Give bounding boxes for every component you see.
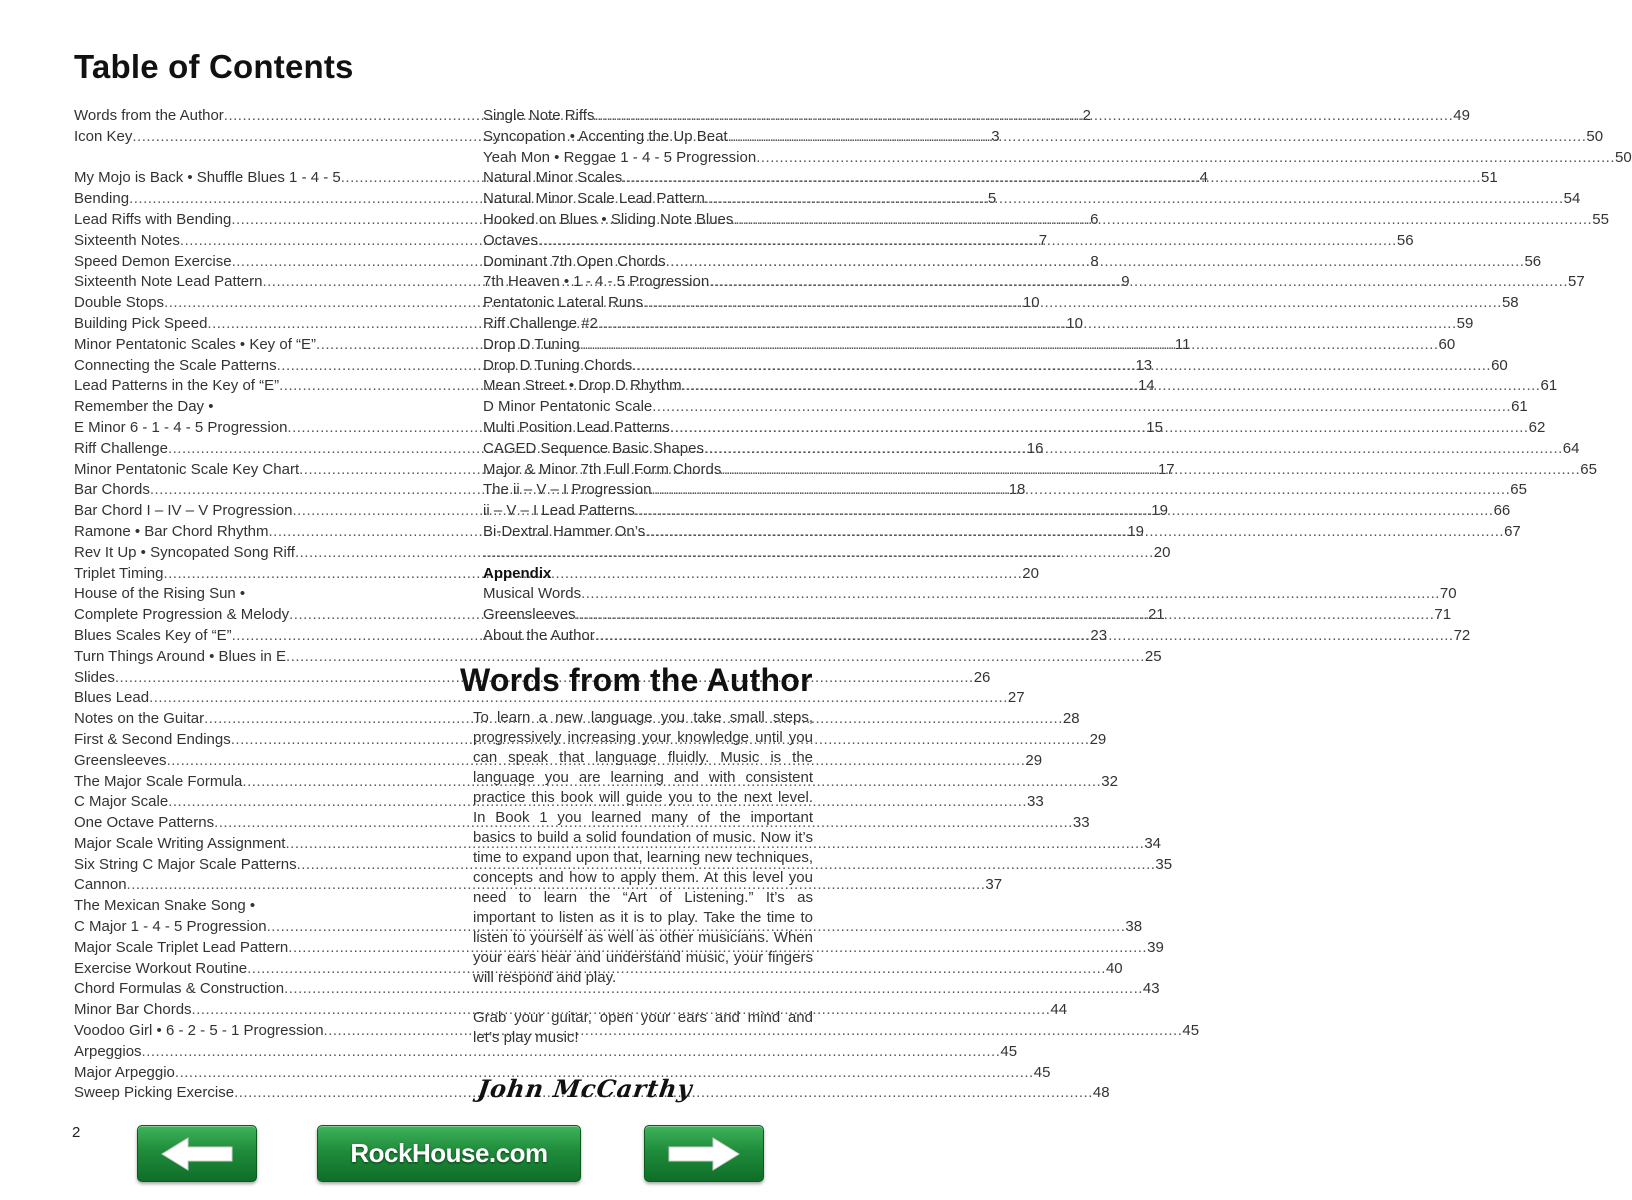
toc-entry[interactable] [74, 855, 1173, 876]
toc-entry[interactable] [74, 1042, 1018, 1063]
toc-entry-title: Complete Progression & Melody [74, 606, 290, 624]
toc-page-number: 45 [1182, 1022, 1200, 1040]
toc-entry-title: ii – V – I Lead Patterns [483, 502, 635, 520]
toc-dot-leader [580, 335, 1439, 356]
rockhouse-link-button[interactable] [317, 1125, 581, 1182]
words-body [473, 708, 813, 1048]
next-page-button[interactable] [644, 1125, 764, 1182]
toc-entry-title: Octaves [483, 231, 539, 249]
toc-dot-leader [705, 189, 1564, 210]
toc-page-number: 27 [1007, 689, 1025, 707]
toc-entry-title: Bar Chord I – IV – V Progression [74, 502, 293, 520]
toc-entry-title: Minor Bar Chords [74, 1001, 192, 1019]
toc-dot-leader [581, 584, 1440, 605]
toc-page-number: 49 [1453, 107, 1470, 124]
page-number: 2 [72, 1124, 81, 1141]
toc-entry-title: Connecting the Scale Patterns [74, 356, 277, 374]
toc-page-number: 40 [1105, 959, 1123, 977]
toc-dot-leader [733, 210, 1592, 231]
toc-page-number: 16 [1026, 439, 1044, 457]
toc-entry-title: One Octave Patterns [74, 814, 215, 832]
toc-entry-title: Hooked on Blues • Sliding Note Blues [483, 210, 734, 228]
toc-dot-leader [538, 231, 1397, 252]
toc-entry[interactable] [483, 210, 1609, 231]
toc-entry-title: Natural Minor Scales [483, 169, 623, 187]
toc-page-number: 25 [1144, 647, 1162, 665]
toc-page-number: 38 [1125, 918, 1143, 936]
toc-entry-title: Musical Words [483, 585, 582, 603]
toc-entry[interactable] [74, 979, 1160, 1000]
toc-entry[interactable] [74, 917, 1143, 938]
toc-page-number: 50 [1586, 127, 1604, 145]
toc-page-number: 10 [1022, 294, 1040, 312]
toc-dot-leader [666, 252, 1525, 273]
words-paragraph: Grab your guitar, open your ears and mind and let’s play music! [473, 1009, 813, 1046]
toc-entry-title: 7th Heaven • 1 - 4 - 5 Progression [483, 273, 710, 291]
toc-page-number: 61 [1540, 377, 1558, 395]
toc-page-number: 7 [1038, 231, 1048, 249]
toc-dotted-separator: ............................................................................................................................ [483, 543, 1062, 561]
site-label: RockHouse.com [350, 1138, 548, 1168]
toc-entry[interactable] [74, 938, 1164, 959]
toc-page-number: 45 [1033, 1063, 1051, 1081]
prev-page-button[interactable] [137, 1125, 257, 1182]
toc-entry-title: Riff Challenge [74, 439, 168, 457]
toc-page-number: 23 [1090, 626, 1108, 644]
toc-page-number: 19 [1127, 522, 1145, 540]
toc-page-number: 45 [1000, 1042, 1018, 1060]
toc-page-number: 8 [1090, 252, 1099, 270]
toc-page-number: 20 [1153, 543, 1171, 561]
toc-page-number: 29 [1089, 730, 1107, 748]
toc-entry[interactable] [74, 875, 1003, 896]
toc-entry-title: Notes on the Guitar [74, 710, 205, 728]
toc-entry[interactable] [74, 1000, 1068, 1021]
toc-entry[interactable] [74, 772, 1118, 793]
toc-entry-title: Blues Scales Key of “E” [74, 626, 232, 644]
toc-page-number: 13 [1135, 356, 1153, 374]
toc-page-number: 50 [1615, 148, 1632, 166]
toc-page-number: 59 [1456, 314, 1474, 332]
toc-page-number: 14 [1137, 377, 1155, 395]
toc-entry-title: CAGED Sequence Basic Shapes [483, 439, 704, 457]
toc-dot-leader [721, 460, 1580, 481]
toc-entry[interactable] [74, 543, 1171, 564]
toc-entry-title: Chord Formulas & Construction [74, 980, 285, 998]
toc-page-number: 29 [1025, 751, 1043, 769]
toc-entry-title: Slides [74, 668, 115, 686]
toc-page-number: 9 [1121, 273, 1130, 291]
toc-entry-title: The Major Scale Formula [74, 772, 243, 790]
toc-page-number: 20 [1022, 564, 1039, 582]
toc-entry[interactable] [483, 148, 1632, 169]
toc-page-number: 61 [1511, 398, 1528, 416]
toc-entry-title: Major Arpeggio [74, 1063, 175, 1081]
toc-entry[interactable] [74, 896, 408, 917]
toc-page-number: 66 [1493, 502, 1511, 520]
toc-entry-title: Mean Street • Drop D Rhythm [483, 377, 682, 395]
toc-entry-title: C Major Scale [74, 793, 169, 811]
toc-entry-title: Six String C Major Scale Patterns [74, 855, 297, 873]
toc-dot-leader [643, 293, 1502, 314]
toc-entry[interactable] [483, 397, 1528, 418]
toc-page-number: 43 [1142, 980, 1160, 998]
toc-entry-title: D Minor Pentatonic Scale [483, 398, 653, 416]
toc-entry-title: Exercise Workout Routine [74, 959, 248, 977]
toc-dot-leader [595, 626, 1454, 647]
toc-entry[interactable] [74, 397, 408, 418]
toc-entry-title: Remember the Day • [74, 398, 214, 416]
toc-page-number: 2 [1082, 107, 1091, 124]
toc-dot-leader [652, 397, 1511, 418]
toc-entry[interactable] [483, 106, 1470, 127]
toc-entry-title: Greensleeves [483, 606, 576, 624]
toc-page-number: 54 [1563, 190, 1581, 208]
toc-page-number: 55 [1592, 210, 1609, 228]
toc-entry-title: Words from the Author [74, 107, 224, 124]
toc-entry-title: First & Second Endings [74, 730, 231, 748]
toc-dot-leader [670, 418, 1529, 439]
toc-entry-title: Lead Riffs with Bending [74, 210, 232, 228]
toc-page-number: 57 [1568, 273, 1585, 291]
toc-page-number: 28 [1062, 710, 1080, 728]
toc-entry-title: Bar Chords [74, 481, 150, 499]
toc-entry-title: Sweep Picking Exercise [74, 1084, 235, 1102]
arrow-left-icon [160, 1136, 234, 1172]
toc-entry-title: Riff Challenge #2 [483, 314, 598, 332]
toc-page-number: 71 [1434, 606, 1452, 624]
toc-page-number: 26 [973, 668, 991, 686]
words-title: Words from the Author [460, 662, 813, 698]
toc-page-number: 34 [1144, 834, 1161, 852]
toc-page-number: 15 [1146, 418, 1163, 436]
toc-dot-leader [598, 314, 1457, 335]
words-paragraph: To learn a new language you take small steps, progressively increasing your knowledge until you can speak that language fluidly. Music is the language you are learning and with consistent practice this book will guide you to the next level. In Book 1 you learned many of the important basics to build a solid foundation of music. Now it’s time to expand upon that, learning new techniques, concepts and how to apply them. At this level you need to learn the “Art of Listening.” It’s as important to listen as it is to play. Take the time to listen to yourself as well as other musicians. When your ears hear and understand music, your fingers will respond and play. [473, 709, 813, 986]
toc-page-number: 65 [1580, 460, 1597, 478]
toc-page-number: 60 [1491, 356, 1508, 374]
toc-entry-title: Multi Position Lead Patterns [483, 418, 670, 436]
toc-entry[interactable] [483, 584, 1457, 605]
toc-entry-title: About the Author [483, 626, 595, 644]
toc-entry-title: Lead Patterns in the Key of “E” [74, 377, 280, 395]
toc-entry-title: Ramone • Bar Chord Rhythm [74, 522, 269, 540]
toc-page-number: 33 [1072, 814, 1090, 832]
toc-entry-title: The ii – V – I Progression [483, 481, 652, 499]
toc-entry-title: Rev It Up • Syncopated Song Riff [74, 543, 295, 561]
toc-page-number: 35 [1155, 855, 1173, 873]
toc-page-number: 70 [1439, 585, 1457, 603]
toc-entry-title: Bi-Dextral Hammer On’s [483, 522, 646, 540]
toc-entry-title: Icon Key [74, 127, 133, 145]
toc-entry-title: Syncopation • Accenting the Up Beat [483, 127, 728, 145]
toc-entry[interactable] [74, 1063, 1051, 1084]
toc-entry-title: Drop D Tuning [483, 335, 580, 353]
toc-entry[interactable] [74, 709, 1080, 730]
toc-entry[interactable] [74, 792, 1044, 813]
toc-page-number: 6 [1090, 210, 1099, 228]
toc-entry-title: Speed Demon Exercise [74, 252, 232, 270]
toc-dot-leader [709, 272, 1568, 293]
toc-dot-leader [594, 106, 1453, 127]
toc-page-number: 48 [1092, 1084, 1110, 1102]
toc-entry-title: Turn Things Around • Blues in E [74, 647, 287, 665]
toc-entry-title: Sixteenth Note Lead Pattern [74, 273, 263, 291]
toc-dot-leader [756, 148, 1615, 169]
toc-entry-title: Minor Pentatonic Scale Key Chart [74, 460, 300, 478]
toc-entry-title: Pentatonic Lateral Runs [483, 294, 644, 312]
toc-page-number: 21 [1147, 606, 1165, 624]
toc-entry[interactable] [483, 127, 1604, 148]
toc-page-number: 17 [1157, 460, 1175, 478]
toc-title: Table of Contents [74, 48, 354, 85]
arrow-right-icon [667, 1136, 741, 1172]
toc-entry-title: Blues Lead [74, 689, 150, 707]
toc-dot-leader [728, 127, 1587, 148]
toc-dot-leader [632, 356, 1491, 377]
toc-page-number: 37 [985, 876, 1003, 894]
toc-entry[interactable] [74, 688, 1025, 709]
toc-page-number: 44 [1050, 1001, 1068, 1019]
toc-page-number: 62 [1528, 418, 1546, 436]
toc-entry-title: Minor Pentatonic Scales • Key of “E” [74, 335, 317, 353]
toc-entry-title: Sixteenth Notes [74, 231, 180, 249]
toc-page-number: 51 [1481, 169, 1498, 187]
toc-entry-title: Yeah Mon • Reggae 1 - 4 - 5 Progression [483, 148, 757, 166]
toc-entry[interactable] [74, 959, 1123, 980]
toc-dot-leader [645, 522, 1504, 543]
toc-entry-title: Voodoo Girl • 6 - 2 - 5 - 1 Progression [74, 1022, 324, 1040]
toc-entry-title: Cannon [74, 876, 127, 894]
toc-page-number: 3 [991, 127, 1000, 145]
appendix-heading: Appendix [483, 564, 552, 582]
toc-page-number: 4 [1199, 169, 1208, 187]
toc-entry-title: Bending [74, 190, 130, 208]
toc-dot-leader [576, 605, 1435, 626]
toc-page-number: 18 [1008, 481, 1026, 499]
toc-page-number: 56 [1524, 252, 1542, 270]
toc-dot-leader [635, 501, 1494, 522]
toc-entry-title: Arpeggios [74, 1042, 142, 1060]
toc-page-number: 60 [1438, 335, 1456, 353]
toc-entry[interactable] [483, 272, 1585, 293]
toc-page-number: 39 [1147, 938, 1164, 956]
toc-page-number: 11 [1174, 335, 1191, 353]
toc-entry[interactable] [74, 647, 1162, 668]
toc-spacer [74, 148, 408, 169]
toc-entry[interactable] [74, 730, 1107, 751]
toc-page-number: 56 [1396, 231, 1414, 249]
toc-entry-title: C Major 1 - 4 - 5 Progression [74, 918, 267, 936]
toc-entry-title: Major Scale Writing Assignment [74, 834, 286, 852]
toc-entry-title: House of the Rising Sun • [74, 585, 246, 603]
toc-entry-title: Major & Minor 7th Full Form Chords [483, 460, 722, 478]
toc-dot-leader [622, 168, 1481, 189]
toc-entry-title: Single Note Riffs [483, 107, 595, 124]
toc-entry[interactable] [483, 168, 1498, 189]
toc-entry-title: Dominant 7th Open Chords [483, 252, 666, 270]
toc-entry-title: Double Stops [74, 294, 165, 312]
toc-entry-title: Building Pick Speed [74, 314, 208, 332]
toc-entry-title: The Mexican Snake Song • [74, 897, 256, 915]
toc-entry-title: Major Scale Triplet Lead Pattern [74, 938, 289, 956]
toc-page-number: 19 [1151, 502, 1168, 520]
toc-page-number: 65 [1510, 481, 1527, 499]
toc-dot-leader [651, 480, 1510, 501]
toc-entry[interactable] [483, 231, 1414, 252]
toc-page-number: 33 [1027, 793, 1044, 811]
toc-entry[interactable] [483, 189, 1581, 210]
toc-page-number: 72 [1453, 626, 1471, 644]
toc-entry-title: Natural Minor Scale Lead Pattern [483, 190, 705, 208]
toc-entry[interactable] [74, 834, 1161, 855]
toc-entry[interactable] [74, 813, 1090, 834]
toc-page-number: 5 [987, 190, 997, 208]
toc-dot-leader [704, 439, 1563, 460]
author-signature: John McCarthy [475, 1074, 695, 1103]
toc-page-number: 67 [1504, 522, 1521, 540]
toc-entry[interactable] [483, 252, 1542, 273]
toc-entry-title: Greensleeves [74, 751, 167, 769]
toc-dot-leader [682, 376, 1541, 397]
toc-entry-title: E Minor 6 - 1 - 4 - 5 Progression [74, 418, 288, 436]
toc-page-number: 32 [1101, 772, 1118, 790]
toc-entry-title: My Mojo is Back • Shuffle Blues 1 - 4 - 5 [74, 169, 341, 187]
toc-page-number: 64 [1562, 439, 1580, 457]
toc-page-number: 10 [1066, 314, 1083, 332]
toc-entry-title: Triplet Timing [74, 564, 164, 582]
toc-entry[interactable] [74, 584, 408, 605]
toc-entry-title: Drop D Tuning Chords [483, 356, 633, 374]
toc-entry[interactable] [74, 751, 1043, 772]
toc-page-number: 58 [1501, 294, 1519, 312]
